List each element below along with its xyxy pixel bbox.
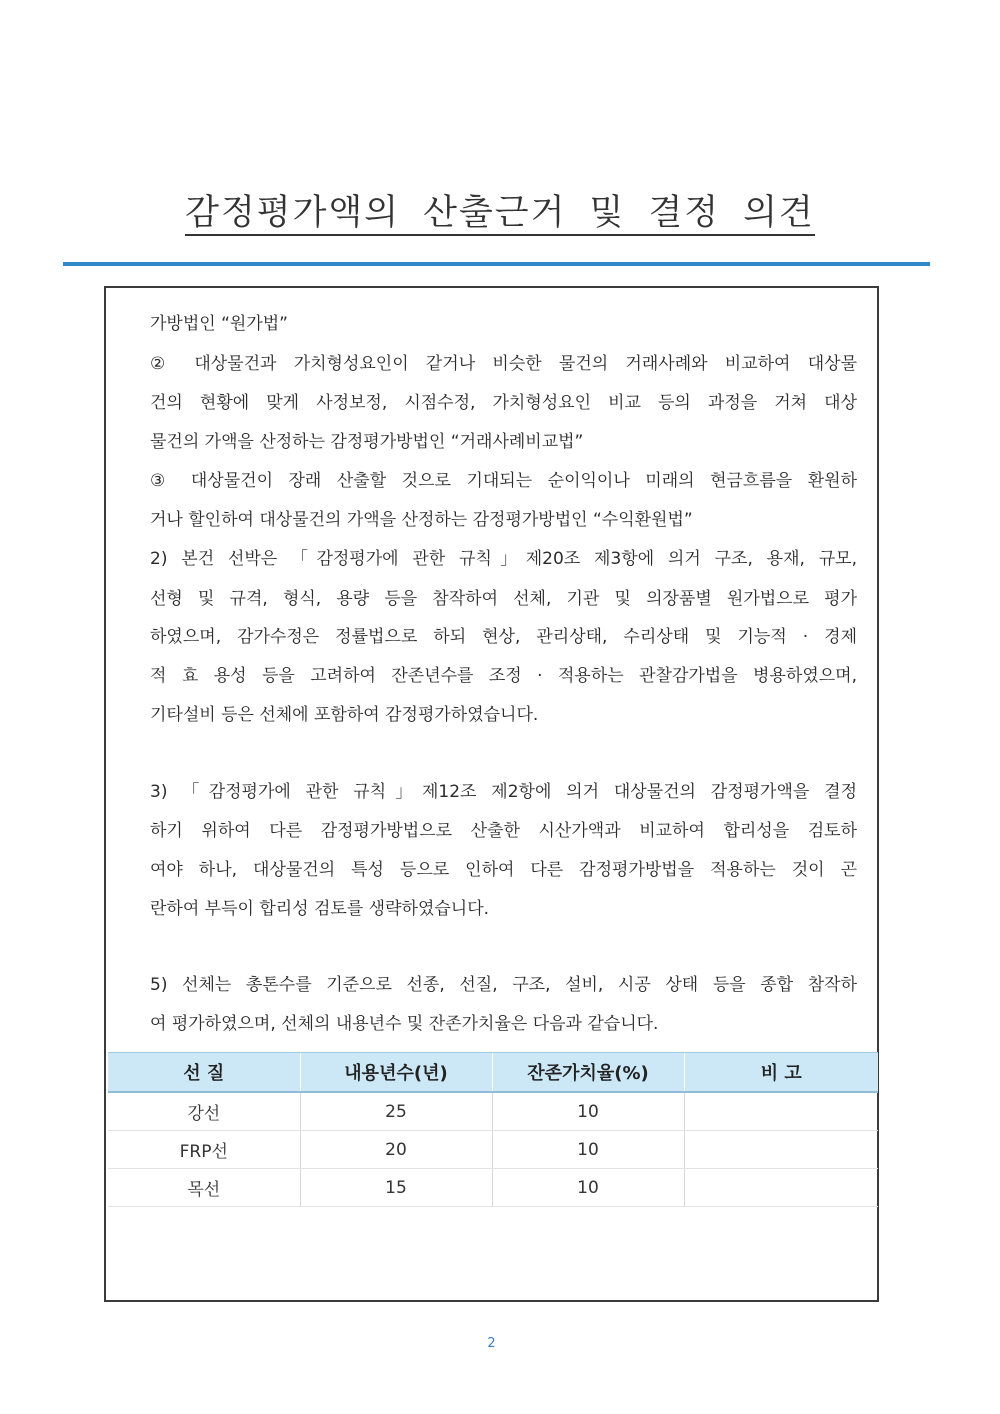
text-line: 란하여 부득이 합리성 검토를 생략하였습니다. — [150, 899, 490, 919]
cell-residual-rate: 10 — [492, 1092, 684, 1131]
text-line: 여 평가하였으며, 선체의 내용년수 및 잔존가치율은 다음과 같습니다. — [150, 1014, 659, 1034]
header-service-life: 내용년수(년) — [300, 1053, 492, 1093]
cell-material: FRP선 — [108, 1131, 300, 1169]
header-residual-rate: 잔존가치율(%) — [492, 1053, 684, 1093]
text-line: 적 효 용성 등을 고려하여 잔존년수를 조정 · 적용하는 관찰감가법을 병용하였으며, — [150, 666, 857, 686]
text-line: 기타설비 등은 선체에 포함하여 감정평가하였습니다. — [150, 705, 539, 725]
text-line: 선형 및 규격, 형식, 용량 등을 참작하여 선체, 기관 및 의장품별 원가법으로 평가 — [150, 589, 857, 609]
text-line: ③ 대상물건이 장래 산출할 것으로 기대되는 순이익이나 미래의 현금흐름을 환원하 — [150, 471, 857, 491]
page-title — [0, 188, 1000, 238]
text-line: 여야 하나, 대상물건의 특성 등으로 인하여 다른 감정평가방법을 적용하는 것이 곤 — [150, 860, 857, 880]
cell-residual-rate: 10 — [492, 1169, 684, 1207]
text-line: ② 대상물건과 가치형성요인이 같거나 비슷한 물건의 거래사례와 비교하여 대상물 — [150, 354, 857, 374]
header-hull-material: 선 질 — [108, 1053, 300, 1093]
page-number: 2 — [487, 1336, 496, 1351]
header-remarks: 비 고 — [684, 1053, 878, 1093]
cell-service-life: 25 — [300, 1092, 492, 1131]
cell-material: 목선 — [108, 1169, 300, 1207]
text-line: 하기 위하여 다른 감정평가방법으로 산출한 시산가액과 비교하여 합리성을 검토하 — [150, 821, 857, 841]
hull-lifespan-table — [108, 1052, 878, 1207]
cell-remarks — [684, 1131, 878, 1169]
cell-service-life: 20 — [300, 1131, 492, 1169]
text-line: 3) 「감정평가에 관한 규칙」제12조 제2항에 의거 대상물건의 감정평가액을 결정 — [150, 782, 857, 802]
cell-service-life: 15 — [300, 1169, 492, 1207]
table-row — [108, 1169, 878, 1207]
text-line: 가방법인 “원가법” — [150, 314, 288, 334]
cell-remarks — [684, 1092, 878, 1131]
text-line: 물건의 가액을 산정하는 감정평가방법인 “거래사례비교법” — [150, 432, 584, 452]
table-header-row — [108, 1053, 878, 1093]
cell-material: 강선 — [108, 1092, 300, 1131]
title-divider — [63, 262, 930, 266]
table-row — [108, 1131, 878, 1169]
cell-residual-rate: 10 — [492, 1131, 684, 1169]
text-line: 하였으며, 감가수정은 정률법으로 하되 현상, 관리상태, 수리상태 및 기능적 · 경제 — [150, 627, 857, 647]
text-line: 5) 선체는 총톤수를 기준으로 선종, 선질, 구조, 설비, 시공 상태 등을 종합 참작하 — [150, 975, 857, 995]
page-title-text: 감정평가액의 산출근거 및 결정 의견 — [185, 193, 815, 236]
table-row — [108, 1092, 878, 1131]
text-line: 거나 할인하여 대상물건의 가액을 산정하는 감정평가방법인 “수익환원법” — [150, 510, 693, 530]
cell-remarks — [684, 1169, 878, 1207]
text-line: 건의 현황에 맞게 사정보정, 시점수정, 가치형성요인 비교 등의 과정을 거쳐 대상 — [150, 393, 857, 413]
text-line: 2) 본건 선박은 「감정평가에 관한 규칙」제20조 제3항에 의거 구조, 용재, 규모, — [150, 549, 857, 569]
